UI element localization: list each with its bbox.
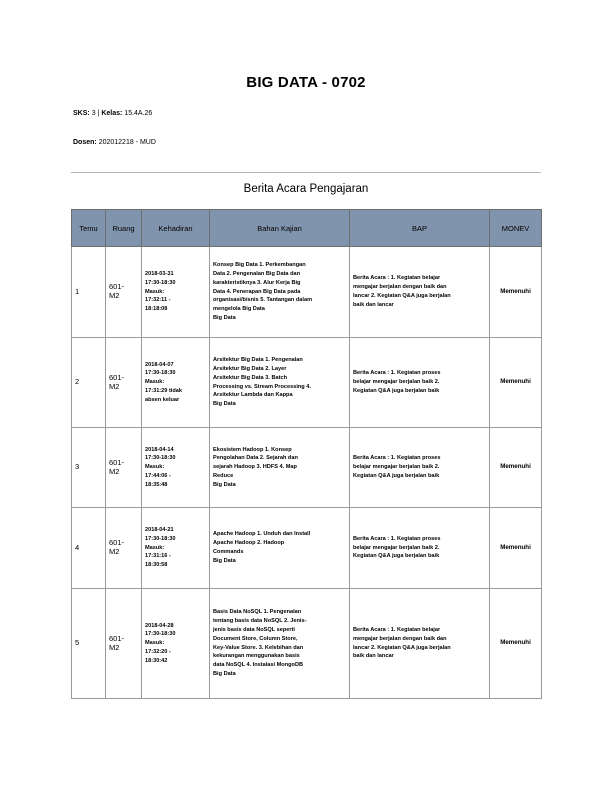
header-ruang: Ruang (106, 210, 142, 247)
lecturer-line (73, 139, 156, 146)
cell-line: belajar mengajar berjalan baik 2. (353, 379, 440, 386)
cell-line: belajar mengajar berjalan baik 2. (353, 544, 440, 551)
cell-line: Apache Hadoop 1. Unduh dan Install (213, 531, 311, 538)
cell-bap (350, 508, 490, 589)
cell-line: Data 2. Pengenalan Big Data dan (213, 271, 301, 277)
cell-line: 17:31:29 tidak (145, 387, 183, 394)
cell-line: organisasi/bisnis 5. Tantangan dalam (213, 297, 313, 304)
cell-line: Big Data (213, 557, 236, 564)
cell-line: Ekosistem Hadoop 1. Konsep (213, 446, 292, 453)
cell-line: lancar 2. Kegiatan Q&A juga berjalan (353, 644, 451, 651)
cell-line: M2 (109, 466, 120, 476)
cell-line: Masuk: (145, 464, 165, 471)
cell-line: 601- (109, 372, 125, 382)
cell-line: Berita Acara : 1. Kegiatan belajar (353, 626, 441, 633)
cell-temu: 2 (72, 338, 106, 428)
cell-line: data NoSQL 4. Instalasi MongoDB (213, 662, 304, 669)
cell-line: Arsitektur Big Data 3. Batch (213, 374, 287, 381)
table-row (72, 247, 542, 338)
cell-monev: Memenuhi (490, 247, 542, 338)
cell-line: Arsitektur Big Data 1. Pengenalan (213, 357, 303, 364)
cell-monev: Memenuhi (490, 508, 542, 589)
cell-line: absen keluar (145, 396, 180, 403)
cell-kehadiran (142, 589, 210, 699)
cell-line: Konsep Big Data 1. Perkembangan (213, 262, 306, 269)
cell-line: 17:30-18:30 (145, 455, 176, 462)
cell-bahan-kajian (210, 338, 350, 428)
cell-bahan-kajian (210, 508, 350, 589)
sks-value: 3 (91, 110, 96, 117)
cell-line: M2 (109, 291, 120, 300)
cell-line: 17:32:20 - (145, 648, 171, 655)
cell-line: M2 (109, 547, 120, 556)
cell-line: Big Data (213, 314, 236, 321)
header-monev: MONEV (490, 210, 542, 247)
cell-line: lancar 2. Kegiatan Q&A juga berjalan (353, 293, 451, 299)
table-row (72, 508, 542, 589)
divider (71, 172, 541, 173)
cell-line: 601- (109, 457, 125, 467)
cell-line: M2 (109, 642, 120, 652)
cell-line: Basis Data NoSQL 1. Pengenalan (213, 609, 302, 616)
kelas-value: 15.4A.26 (124, 110, 153, 117)
cell-line: Masuk: (145, 544, 165, 551)
cell-ruang (106, 338, 142, 428)
cell-line: 17:44:06 - (145, 472, 171, 479)
cell-line: baik dan lancar (353, 301, 394, 308)
header-kehadiran: Kehadiran (142, 210, 210, 247)
page-title: BIG DATA - 0702 (246, 74, 366, 91)
cell-line: mengajar berjalan dengan baik dan (353, 635, 447, 642)
cell-line: Key-Value Store. 3. Kelebihan dan (213, 644, 304, 651)
cell-line: Arsitektur Lambda dan Kappa (213, 392, 293, 399)
table-row (72, 428, 542, 508)
cell-bap (350, 247, 490, 338)
header-bahan-kajian: Bahan Kajian (210, 210, 350, 247)
cell-line: Reduce (213, 472, 234, 479)
cell-line: 18:35:48 (145, 481, 168, 488)
cell-line: 601- (109, 282, 125, 292)
cell-line: Kegiatan Q&A juga berjalan baik (353, 472, 440, 479)
cell-line: Kegiatan Q&A juga berjalan baik (353, 553, 440, 560)
cell-line: 2018-04-28 (145, 622, 174, 629)
kelas-label: Kelas: (101, 110, 123, 117)
sks-label: SKS: (73, 110, 90, 117)
cell-line: baik dan lancar (353, 653, 394, 660)
cell-line: Commands (213, 549, 244, 555)
cell-line: Processing vs. Stream Processing 4. (213, 383, 311, 390)
cell-monev: Memenuhi (490, 428, 542, 508)
cell-line: Berita Acara : 1. Kegiatan proses (353, 535, 441, 542)
cell-line: mengajar berjalan dengan baik dan (353, 284, 447, 291)
cell-temu: 5 (72, 589, 106, 699)
cell-line: 17:30-18:30 (145, 370, 176, 377)
cell-bahan-kajian (210, 589, 350, 699)
cell-bap (350, 589, 490, 699)
cell-line: 18:30:42 (145, 657, 168, 664)
cell-monev: Memenuhi (490, 589, 542, 699)
cell-line: 17:30-18:30 (145, 631, 176, 638)
cell-line: 2018-03-31 (145, 271, 174, 277)
dosen-label: Dosen: (73, 139, 97, 146)
cell-line: mengelola Big Data (213, 306, 265, 313)
cell-ruang (106, 428, 142, 508)
course-meta-line (73, 110, 152, 117)
cell-line: Masuk: (145, 379, 165, 386)
cell-line: 601- (109, 633, 125, 643)
cell-line: 2018-04-21 (145, 527, 174, 533)
cell-line: 601- (109, 538, 125, 548)
cell-temu: 3 (72, 428, 106, 508)
cell-ruang (106, 508, 142, 589)
cell-ruang (106, 589, 142, 699)
cell-line: Kegiatan Q&A juga berjalan baik (353, 387, 440, 394)
cell-line: Masuk: (145, 640, 165, 647)
cell-temu: 1 (72, 247, 106, 338)
cell-line: kekurangan menggunakan basis (213, 653, 300, 660)
meta-separator: | (97, 110, 100, 117)
cell-line: Berita Acara : 1. Kegiatan belajar (353, 275, 441, 282)
cell-line: Berita Acara : 1. Kegiatan proses (353, 455, 441, 462)
cell-line: Big Data (213, 401, 236, 408)
table-row (72, 338, 542, 428)
cell-line: Document Store, Column Store, (213, 635, 298, 642)
cell-line: 2018-04-14 (145, 446, 174, 453)
cell-temu: 4 (72, 508, 106, 589)
cell-kehadiran (142, 247, 210, 338)
cell-line: 18:18:08 (145, 306, 168, 313)
cell-line: Arsitektur Big Data 2. Layer (213, 365, 287, 372)
cell-line: 2018-04-07 (145, 361, 174, 368)
cell-line: tentang basis data NoSQL 2. Jenis- (213, 618, 307, 625)
cell-kehadiran (142, 508, 210, 589)
cell-line: Masuk: (145, 288, 165, 295)
cell-line: 17:32:11 - (145, 297, 171, 304)
table-row (72, 589, 542, 699)
cell-kehadiran (142, 428, 210, 508)
cell-line: Big Data (213, 670, 236, 677)
table-header-row (72, 210, 542, 247)
cell-bap (350, 428, 490, 508)
header-temu: Temu (72, 210, 106, 247)
cell-ruang (106, 247, 142, 338)
dosen-value: 202012218 - MUD (98, 139, 156, 146)
cell-kehadiran (142, 338, 210, 428)
cell-monev: Memenuhi (490, 338, 542, 428)
cell-line: Berita Acara : 1. Kegiatan proses (353, 370, 441, 377)
header-bap: BAP (350, 210, 490, 247)
cell-line: 17:30-18:30 (145, 279, 176, 286)
bap-table (71, 209, 542, 699)
cell-line: Pengolahan Data 2. Sejarah dan (213, 455, 298, 462)
cell-line: 17:31:16 - (145, 553, 171, 560)
cell-line: Apache Hadoop 2. Hadoop (213, 540, 285, 547)
section-title: Berita Acara Pengajaran (243, 183, 369, 195)
cell-bahan-kajian (210, 428, 350, 508)
cell-line: karakteristiknya 3. Alur Kerja Big (213, 279, 301, 286)
cell-bap (350, 338, 490, 428)
cell-line: belajar mengajar berjalan baik 2. (353, 464, 440, 471)
cell-line: Data 4. Penerapan Big Data pada (213, 288, 301, 295)
cell-line: M2 (109, 381, 120, 391)
cell-line: sejarah Hadoop 3. HDFS 4. Map (213, 464, 297, 471)
cell-line: 18:30:58 (145, 562, 168, 569)
cell-line: jenis basis data NoSQL seperti (213, 626, 295, 633)
cell-line: Big Data (213, 481, 236, 488)
cell-line: 17:30-18:30 (145, 535, 176, 542)
cell-bahan-kajian (210, 247, 350, 338)
